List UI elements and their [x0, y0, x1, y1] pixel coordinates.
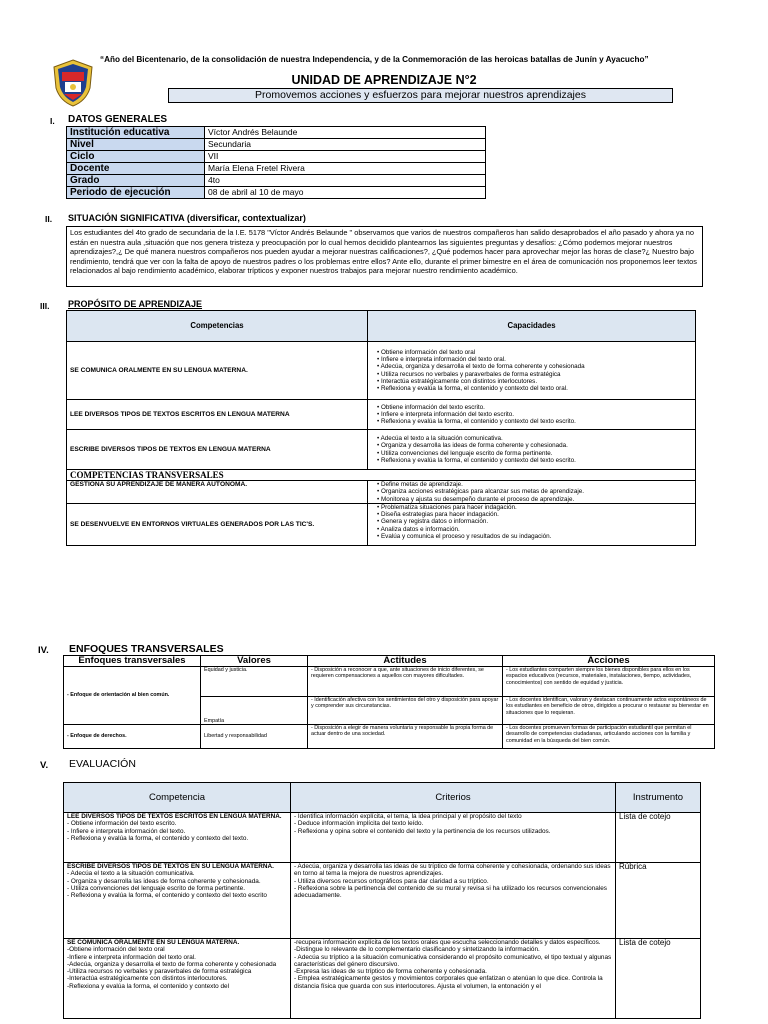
criterio-item: - Emplea estratégicamente gestos y movimientos corporales que enfatizan o atenúan lo que dice. Controla la distancia física que guarda con sus interlocutores. Ajusta el volumen, la entonación y el	[294, 975, 603, 990]
capacidad-item: • Evalúa y comunica el proceso y resultados de su indagación.	[377, 533, 692, 540]
competencia-title: SE COMUNICA ORALMENTE EN SU LENGUA MATERNA.	[67, 939, 240, 946]
competencia-item: - Reflexiona y evalúa la forma, el contenido y contexto del texto.	[67, 834, 249, 842]
capacidades-cell	[368, 503, 696, 545]
col-capacidades: Capacidades	[368, 311, 696, 342]
evaluacion-row	[64, 813, 701, 863]
col-competencias: Competencias	[67, 311, 368, 342]
capacidades-list	[371, 349, 692, 393]
datos-value: VII	[205, 151, 486, 163]
capacidades-list	[371, 481, 692, 503]
competencia-item: - Infiere e interpreta información del texto.	[67, 827, 186, 835]
criterios-cell	[291, 863, 616, 939]
competencia-item: - Obtiene información del texto escrito.	[67, 820, 177, 828]
col-competencia: Competencia	[64, 783, 291, 813]
capacidades-cell	[368, 430, 696, 470]
enfoque-bien-comun: - Enfoque de orientación al bien común.	[64, 667, 201, 725]
criterio-item: - Adecúa su tríptico a la situación comunicativa considerando el propósito comunicativo, el tipo textual y algunas características del género discursivo.	[294, 953, 612, 968]
capacidad-item: • Organiza y desarrolla las ideas de forma coherente y cohesionada.	[377, 442, 692, 449]
criterio-item: -recupera información explícita de los textos orales que escucha seleccionando detalles y datos específicos.	[294, 939, 601, 946]
page-subtitle: Promovemos acciones y esfuerzos para mejorar nuestros aprendizajes	[168, 88, 673, 103]
section-number: I.	[50, 116, 55, 126]
competencia-item: -Adecúa, organiza y desarrolla el texto de forma coherente y cohesionada	[67, 960, 277, 968]
datos-label: Grado	[67, 175, 205, 187]
capacidades-cell	[368, 481, 696, 504]
col-acciones: Acciones	[503, 656, 715, 667]
section-heading: EVALUACIÓN	[69, 758, 136, 770]
criterio-item: - Deduce información implícita del texto leído.	[294, 820, 424, 828]
transversal-row	[67, 503, 696, 545]
capacidad-item: • Genera y registra datos o información.	[377, 518, 692, 525]
col-actitudes: Actitudes	[308, 656, 503, 667]
capacidad-item: • Interactúa estratégicamente con distintos interlocutores.	[377, 378, 692, 385]
capacidad-item: • Adecúa, organiza y desarrolla el texto de forma coherente y cohesionada	[377, 363, 692, 370]
datos-generales-table	[66, 126, 486, 199]
competencia-item: - Utiliza convenciones del lenguaje escrito de forma pertinente.	[67, 884, 245, 892]
competencia-cell	[64, 939, 291, 1019]
datos-row	[67, 151, 486, 163]
competencia-item: -Obtiene información del texto oral	[67, 946, 165, 954]
datos-row	[67, 139, 486, 151]
capacidad-item: • Problematiza situaciones para hacer indagación.	[377, 504, 692, 511]
instrumento-cell: Lista de cotejo	[616, 939, 701, 1019]
datos-label: Periodo de ejecución	[67, 187, 205, 199]
datos-row	[67, 163, 486, 175]
capacidades-list	[371, 404, 692, 426]
section-number: II.	[45, 214, 53, 224]
section-number: IV.	[38, 645, 49, 656]
valor-empatia: Empatía	[201, 697, 308, 725]
capacidad-item: • Adecúa el texto a la situación comunicativa.	[377, 435, 692, 442]
capacidad-item: • Define metas de aprendizaje.	[377, 481, 692, 488]
section-heading: PROPÓSITO DE APRENDIZAJE	[68, 299, 203, 309]
proposito-row	[67, 400, 696, 430]
accion-equidad: - Los estudiantes comparten siempre los bienes disponibles para ellos en los espacios educativos (recursos, materiales, instalaciones, tiempo, actividades, conocimientos) con sentido de equidad y justicia.	[503, 667, 715, 697]
datos-label: Institución educativa	[67, 127, 205, 139]
datos-label: Docente	[67, 163, 205, 175]
section-heading: ENFOQUES TRANSVERSALES	[69, 643, 224, 655]
col-enfoques: Enfoques transversales	[64, 656, 201, 667]
col-valores: Valores	[201, 656, 308, 667]
section-number: III.	[40, 301, 50, 311]
competencia-cell: SE DESENVUELVE EN ENTORNOS VIRTUALES GENERADOS POR LAS TIC'S.	[67, 503, 368, 545]
criterio-item: - Reflexiona y opina sobre el contenido del texto y la pertinencia de los recursos utilizados.	[294, 827, 551, 835]
accion-empatia: - Los docentes identifican, valoran y destacan continuamente actos espontáneos de los estudiantes en beneficio de otros, dirigidos a procurar o restaurar su bienestar en situaciones que lo requieran.	[503, 697, 715, 725]
enfoque-derechos: - Enfoque de derechos.	[64, 725, 201, 749]
proposito-table	[66, 310, 696, 546]
col-instrumento: Instrumento	[616, 783, 701, 813]
criterio-item: - Identifica información explícita, el tema, la idea principal y el propósito del texto	[294, 813, 522, 820]
accion-libertad: - Los docentes promueven formas de participación estudiantil que permitan el desarrollo de competencias ciudadanas, articulando acciones con la familia y comunidad en la búsqueda del bien común.	[503, 725, 715, 749]
capacidad-item: • Obtiene información del texto escrito.	[377, 404, 692, 411]
capacidades-cell	[368, 342, 696, 400]
enfoques-table	[63, 655, 715, 749]
capacidad-item: • Reflexiona y evalúa la forma, el contenido y contexto del texto escrito.	[377, 418, 692, 425]
proposito-row	[67, 430, 696, 470]
datos-value: María Elena Fretel Rivera	[205, 163, 486, 175]
capacidades-list	[371, 435, 692, 464]
competencia-cell	[64, 813, 291, 863]
section-heading: DATOS GENERALES	[68, 114, 168, 125]
datos-label: Ciclo	[67, 151, 205, 163]
capacidad-item: • Reflexiona y evalúa la forma, el contenido y contexto del texto oral.	[377, 385, 692, 392]
datos-row	[67, 187, 486, 199]
datos-label: Nivel	[67, 139, 205, 151]
competencia-cell: ESCRIBE DIVERSOS TIPOS DE TEXTOS EN LENGUA MATERNA	[67, 430, 368, 470]
capacidad-item: • Infiere e interpreta información del texto escrito.	[377, 411, 692, 418]
competencia-item: -Infiere e interpreta información del texto oral.	[67, 953, 196, 961]
actitud-equidad: - Disposición a reconocer a que, ante situaciones de inicio diferentes, se requieren compensaciones a aquellos con mayores dificultades.	[308, 667, 503, 697]
capacidad-item: • Infiere e interpreta información del texto oral.	[377, 356, 692, 363]
competencia-cell: LEE DIVERSOS TIPOS DE TEXTOS ESCRITOS EN LENGUA MATERNA	[67, 400, 368, 430]
transversales-label: COMPETENCIAS TRANSVERSALES	[67, 470, 696, 481]
capacidad-item: • Diseña estrategias para hacer indagación.	[377, 511, 692, 518]
instrumento-cell: Rúbrica	[616, 863, 701, 939]
capacidad-item: • Organiza acciones estratégicas para alcanzar sus metas de aprendizaje.	[377, 488, 692, 495]
criterio-item: -Expresa las ideas de su tríptico de forma coherente y cohesionada.	[294, 968, 487, 976]
competencia-item: - Organiza y desarrolla las ideas de forma coherente y cohesionada.	[67, 877, 261, 885]
capacidades-cell	[368, 400, 696, 430]
page-title: UNIDAD DE APRENDIZAJE N°2	[291, 73, 477, 87]
datos-value: 08 de abril al 10 de mayo	[205, 187, 486, 199]
valor-equidad: Equidad y justicia.	[201, 667, 308, 697]
competencia-item: -Utiliza recursos no verbales y paraverbales de forma estratégica	[67, 968, 252, 976]
motto: “Año del Bicentenario, de la consolidación de nuestra Independencia, y de la Conmemoración de las heroicas batallas de Junín y Ayacucho”	[100, 55, 649, 64]
competencia-item: - Adecúa el texto a la situación comunicativa.	[67, 870, 195, 878]
criterios-cell	[291, 939, 616, 1019]
competencia-cell	[64, 863, 291, 939]
evaluacion-table	[63, 782, 701, 1019]
competencia-cell: SE COMUNICA ORALMENTE EN SU LENGUA MATERNA.	[67, 342, 368, 400]
datos-value: 4to	[205, 175, 486, 187]
valor-libertad: Libertad y responsabilidad	[201, 725, 308, 749]
transversales-header-row	[67, 470, 696, 481]
actitud-libertad: - Disposición a elegir de manera voluntaria y responsable la propia forma de actuar dentro de una sociedad.	[308, 725, 503, 749]
capacidad-item: • Obtiene información del texto oral	[377, 349, 692, 356]
datos-row	[67, 175, 486, 187]
datos-value: Secundaria	[205, 139, 486, 151]
competencia-title: ESCRIBE DIVERSOS TIPOS DE TEXTOS EN SU LENGUA MATERNA.	[67, 863, 274, 870]
criterio-item: -Distingue lo relevante de lo complementario clasificando y sintetizando la información.	[294, 946, 540, 954]
col-criterios: Criterios	[291, 783, 616, 813]
criterio-item: - Adecúa, organiza y desarrolla las ideas de su tríptico de forma coherente y cohesionada, ordenando sus ideas en torno al tema la mejora de nuestros aprendizajes.	[294, 863, 611, 878]
datos-row	[67, 127, 486, 139]
section-number: V.	[40, 760, 49, 771]
evaluacion-row	[64, 939, 701, 1019]
criterio-item: - Utiliza diversos recursos ortográficos para dar claridad a su tríptico.	[294, 877, 489, 885]
competencia-item: -Reflexiona y evalúa la forma, el contenido y contexto del	[67, 982, 229, 990]
competencia-item: -Interactúa estratégicamente con distintos interlocutores.	[67, 975, 228, 983]
competencia-item: - Reflexiona y evalúa la forma, el contenido y contexto del texto escrito	[67, 892, 267, 900]
competencia-cell: GESTIONA SU APRENDIZAJE DE MANERA AUTÓNOMA.	[67, 481, 368, 504]
transversal-row	[67, 481, 696, 504]
section-heading: SITUACIÓN SIGNIFICATIVA (diversificar, contextualizar)	[68, 213, 306, 223]
evaluacion-row	[64, 863, 701, 939]
capacidad-item: • Reflexiona y evalúa la forma, el contenido y contexto del texto escrito.	[377, 457, 692, 464]
capacidad-item: • Utiliza convenciones del lenguaje escrito de forma pertinente.	[377, 450, 692, 457]
datos-value: Víctor Andrés Belaunde	[205, 127, 486, 139]
capacidad-item: • Utiliza recursos no verbales y paraverbales de forma estratégica	[377, 371, 692, 378]
actitud-empatia: - Identificación afectiva con los sentimientos del otro y disposición para apoyar y comprender sus circunstancias.	[308, 697, 503, 725]
criterios-cell	[291, 813, 616, 863]
proposito-row	[67, 342, 696, 400]
instrumento-cell: Lista de cotejo	[616, 813, 701, 863]
competencia-title: LEE DIVERSOS TIPOS DE TEXTOS ESCRITOS EN LENGUA MATERNA.	[67, 813, 282, 820]
criterio-item: - Reflexiona sobre la pertinencia del contenido de su mural y revisa si ha utilizado los recursos convencionales adecuadamente.	[294, 884, 607, 900]
capacidades-list	[371, 504, 692, 540]
capacidad-item: • Monitorea y ajusta su desempeño durante el proceso de aprendizaje.	[377, 496, 692, 503]
situacion-text: Los estudiantes del 4to grado de secundaria de la I.E. 5178 "Víctor Andrés Belaunde " observamos que varios de nuestros compañeros han salido desaprobados el año pasado y ahora ya no están en nuestra aula ,situación que nos genera tristeza y preocupación por lo cual hemos decidido plantearnos las siguientes preguntas y desafíos: ¿Cómo podemos mejorar nuestros aprendizajes?,¿ De qué manera nuestros compañeros nos pueden ayudar a mejorar nuestras calificaciones?, ¿Qué podemos hacer para aprovechar mejor las horas de clase?¿ Nuestro bajo rendimiento, tendrá que ver con la falta de apoyo de nuestros padres o los problemas entre ellos? Ante ello, durante el primer bimestre en el área de comunicación nos proponemos leer textos relacionados al bajo rendimiento académico, elaborar trípticos y exponer nuestros trabajos para mejorar nuestro rendimiento académico.	[66, 226, 703, 287]
capacidad-item: • Analiza datos e información.	[377, 526, 692, 533]
